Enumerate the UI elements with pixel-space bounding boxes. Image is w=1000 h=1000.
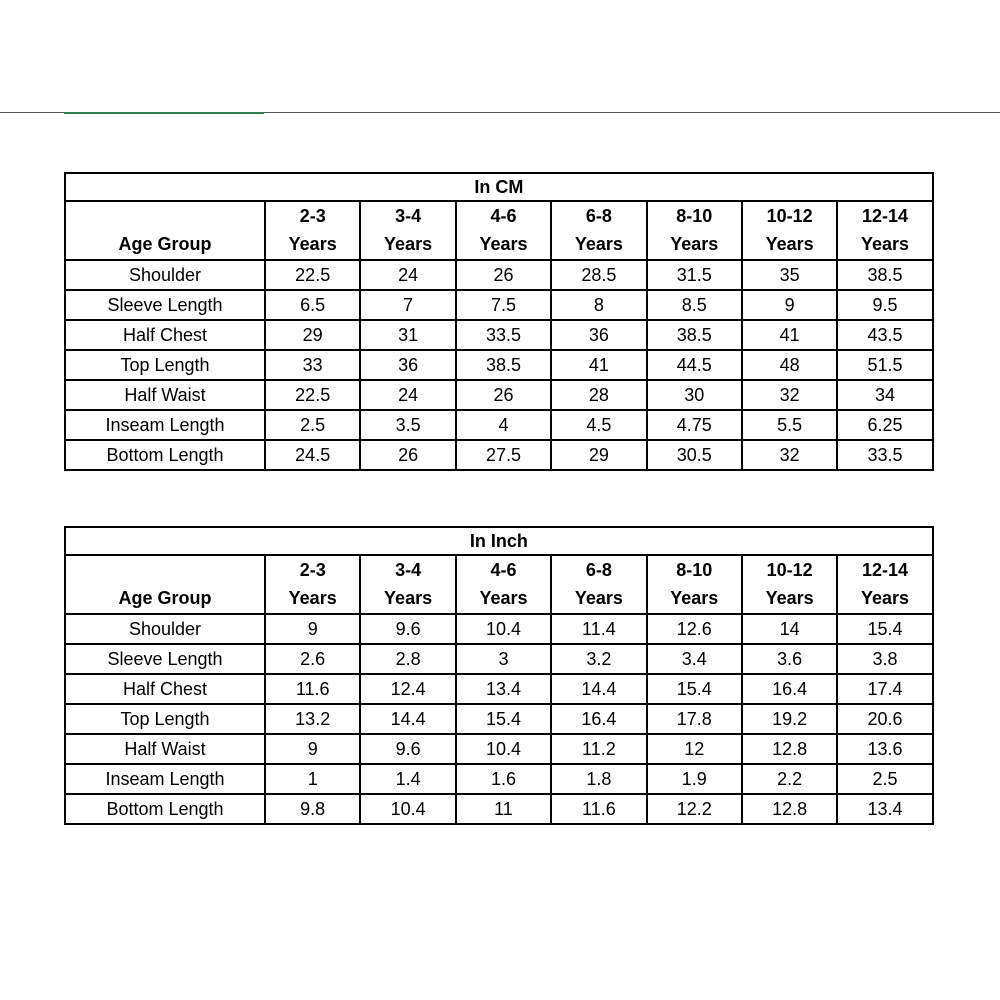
measurement-value: 3.4 (647, 644, 742, 674)
measurement-value: 13.6 (837, 734, 932, 764)
measurement-label: Inseam Length (65, 410, 265, 440)
measurement-value: 38.5 (647, 320, 742, 350)
measurement-label: Bottom Length (65, 794, 265, 824)
measurement-value: 12 (647, 734, 742, 764)
measurement-label: Top Length (65, 350, 265, 380)
measurement-value: 11.6 (265, 674, 360, 704)
measurement-value: 24 (360, 380, 455, 410)
measurement-value: 8 (551, 290, 646, 320)
measurement-value: 3.2 (551, 644, 646, 674)
age-range: 6-8 (585, 206, 612, 226)
measurement-value: 24 (360, 260, 455, 290)
measurement-value: 3 (456, 644, 551, 674)
measurement-value: 1.6 (456, 764, 551, 794)
measurement-value: 10.4 (360, 794, 455, 824)
measurement-value: 19.2 (742, 704, 837, 734)
age-range: 12-14 (862, 206, 909, 226)
measurement-value: 3.5 (360, 410, 455, 440)
measurement-value: 15.4 (456, 704, 551, 734)
measurement-value: 30.5 (647, 440, 742, 470)
measurement-value: 6.5 (265, 290, 360, 320)
measurement-value: 2.5 (837, 764, 932, 794)
age-range: 8-10 (676, 560, 713, 580)
measurement-label: Sleeve Length (65, 290, 265, 320)
measurement-value: 9.8 (265, 794, 360, 824)
measurement-value: 29 (265, 320, 360, 350)
measurement-value: 27.5 (456, 440, 551, 470)
measurement-label: Top Length (65, 704, 265, 734)
measurement-value: 1.4 (360, 764, 455, 794)
age-group-label: Age Group (118, 588, 212, 608)
age-unit: Years (574, 234, 623, 254)
measurement-value: 16.4 (551, 704, 646, 734)
measurement-value: 38.5 (456, 350, 551, 380)
age-column-header (551, 555, 646, 614)
measurement-value: 33.5 (456, 320, 551, 350)
measurement-value: 33 (265, 350, 360, 380)
measurement-label: Half Waist (65, 734, 265, 764)
measurement-label: Bottom Length (65, 440, 265, 470)
measurement-value: 1 (265, 764, 360, 794)
measurement-label: Sleeve Length (65, 644, 265, 674)
measurement-value: 32 (742, 440, 837, 470)
measurement-value: 24.5 (265, 440, 360, 470)
age-range: 10-12 (766, 560, 813, 580)
age-unit: Years (861, 588, 910, 608)
measurement-value: 22.5 (265, 380, 360, 410)
measurement-value: 9.5 (837, 290, 932, 320)
age-group-header (65, 555, 265, 614)
age-column-header (456, 201, 551, 260)
measurement-value: 9 (742, 290, 837, 320)
header-row (65, 555, 933, 614)
age-range: 3-4 (395, 560, 422, 580)
age-unit: Years (288, 588, 337, 608)
measurement-label: Half Chest (65, 320, 265, 350)
measurement-value: 2.5 (265, 410, 360, 440)
measurement-value: 33.5 (837, 440, 932, 470)
measurement-value: 28 (551, 380, 646, 410)
measurement-value: 1.9 (647, 764, 742, 794)
measurement-value: 15.4 (837, 614, 932, 644)
table-caption-row (65, 173, 933, 201)
measurement-value: 12.8 (742, 734, 837, 764)
measurement-value: 31.5 (647, 260, 742, 290)
age-group-header (65, 201, 265, 260)
table-caption-row (65, 527, 933, 555)
table-row (65, 644, 933, 674)
measurement-value: 38.5 (837, 260, 932, 290)
measurement-value: 13.2 (265, 704, 360, 734)
measurement-value: 3.6 (742, 644, 837, 674)
age-range: 8-10 (676, 206, 713, 226)
measurement-value: 10.4 (456, 734, 551, 764)
table-caption: In Inch (65, 527, 933, 555)
age-column-header (360, 555, 455, 614)
table-row (65, 290, 933, 320)
measurement-value: 11 (456, 794, 551, 824)
measurement-value: 3.8 (837, 644, 932, 674)
age-column-header (456, 555, 551, 614)
age-column-header (360, 201, 455, 260)
measurement-value: 17.8 (647, 704, 742, 734)
age-column-header (647, 555, 742, 614)
age-unit: Years (479, 588, 528, 608)
age-column-header (837, 201, 932, 260)
measurement-value: 28.5 (551, 260, 646, 290)
measurement-value: 9 (265, 614, 360, 644)
measurement-value: 6.25 (837, 410, 932, 440)
table-row (65, 320, 933, 350)
measurement-value: 4 (456, 410, 551, 440)
measurement-label: Half Waist (65, 380, 265, 410)
age-unit: Years (288, 234, 337, 254)
measurement-value: 12.8 (742, 794, 837, 824)
measurement-value: 7.5 (456, 290, 551, 320)
age-range: 6-8 (585, 560, 612, 580)
table-row (65, 704, 933, 734)
measurement-value: 11.6 (551, 794, 646, 824)
age-unit: Years (670, 588, 719, 608)
measurement-label: Shoulder (65, 260, 265, 290)
measurement-value: 36 (551, 320, 646, 350)
table-row (65, 260, 933, 290)
age-range: 2-3 (299, 206, 326, 226)
measurement-value: 30 (647, 380, 742, 410)
age-range: 10-12 (766, 206, 813, 226)
measurement-label: Inseam Length (65, 764, 265, 794)
measurement-value: 14 (742, 614, 837, 644)
age-unit: Years (861, 234, 910, 254)
measurement-value: 12.6 (647, 614, 742, 644)
age-range: 3-4 (395, 206, 422, 226)
age-column-header (647, 201, 742, 260)
measurement-value: 26 (456, 260, 551, 290)
measurement-value: 43.5 (837, 320, 932, 350)
measurement-value: 12.2 (647, 794, 742, 824)
measurement-value: 41 (742, 320, 837, 350)
measurement-value: 11.4 (551, 614, 646, 644)
age-unit: Years (384, 588, 433, 608)
measurement-value: 29 (551, 440, 646, 470)
measurement-value: 2.6 (265, 644, 360, 674)
table-caption: In CM (65, 173, 933, 201)
table-row (65, 350, 933, 380)
age-range: 2-3 (299, 560, 326, 580)
measurement-value: 44.5 (647, 350, 742, 380)
age-column-header (742, 201, 837, 260)
measurement-value: 17.4 (837, 674, 932, 704)
age-column-header (265, 201, 360, 260)
measurement-value: 34 (837, 380, 932, 410)
measurement-value: 22.5 (265, 260, 360, 290)
measurement-value: 48 (742, 350, 837, 380)
measurement-value: 2.2 (742, 764, 837, 794)
measurement-value: 2.8 (360, 644, 455, 674)
measurement-value: 13.4 (837, 794, 932, 824)
measurement-value: 14.4 (551, 674, 646, 704)
size-table-inch (64, 526, 934, 825)
measurement-value: 10.4 (456, 614, 551, 644)
table-row (65, 734, 933, 764)
measurement-value: 16.4 (742, 674, 837, 704)
measurement-value: 9.6 (360, 734, 455, 764)
table-row (65, 440, 933, 470)
measurement-value: 1.8 (551, 764, 646, 794)
measurement-value: 9.6 (360, 614, 455, 644)
age-unit: Years (765, 234, 814, 254)
age-unit: Years (670, 234, 719, 254)
age-unit: Years (765, 588, 814, 608)
measurement-value: 20.6 (837, 704, 932, 734)
age-range: 12-14 (862, 560, 909, 580)
table-row (65, 674, 933, 704)
measurement-value: 7 (360, 290, 455, 320)
measurement-value: 36 (360, 350, 455, 380)
measurement-value: 15.4 (647, 674, 742, 704)
age-column-header (265, 555, 360, 614)
measurement-value: 13.4 (456, 674, 551, 704)
age-range: 4-6 (490, 560, 517, 580)
measurement-value: 31 (360, 320, 455, 350)
header-row (65, 201, 933, 260)
age-column-header (837, 555, 932, 614)
measurement-value: 5.5 (742, 410, 837, 440)
size-table-cm (64, 172, 934, 471)
table-row (65, 794, 933, 824)
measurement-value: 4.5 (551, 410, 646, 440)
age-group-label: Age Group (118, 234, 212, 254)
age-unit: Years (574, 588, 623, 608)
top-divider-accent (64, 112, 264, 114)
measurement-value: 4.75 (647, 410, 742, 440)
age-range: 4-6 (490, 206, 517, 226)
measurement-value: 11.2 (551, 734, 646, 764)
measurement-value: 41 (551, 350, 646, 380)
measurement-value: 26 (456, 380, 551, 410)
measurement-value: 32 (742, 380, 837, 410)
measurement-label: Shoulder (65, 614, 265, 644)
table-row (65, 410, 933, 440)
measurement-value: 9 (265, 734, 360, 764)
measurement-value: 12.4 (360, 674, 455, 704)
measurement-label: Half Chest (65, 674, 265, 704)
measurement-value: 14.4 (360, 704, 455, 734)
age-column-header (742, 555, 837, 614)
table-row (65, 614, 933, 644)
table-row (65, 380, 933, 410)
measurement-value: 51.5 (837, 350, 932, 380)
table-row (65, 764, 933, 794)
age-unit: Years (384, 234, 433, 254)
age-unit: Years (479, 234, 528, 254)
measurement-value: 8.5 (647, 290, 742, 320)
measurement-value: 26 (360, 440, 455, 470)
measurement-value: 35 (742, 260, 837, 290)
age-column-header (551, 201, 646, 260)
